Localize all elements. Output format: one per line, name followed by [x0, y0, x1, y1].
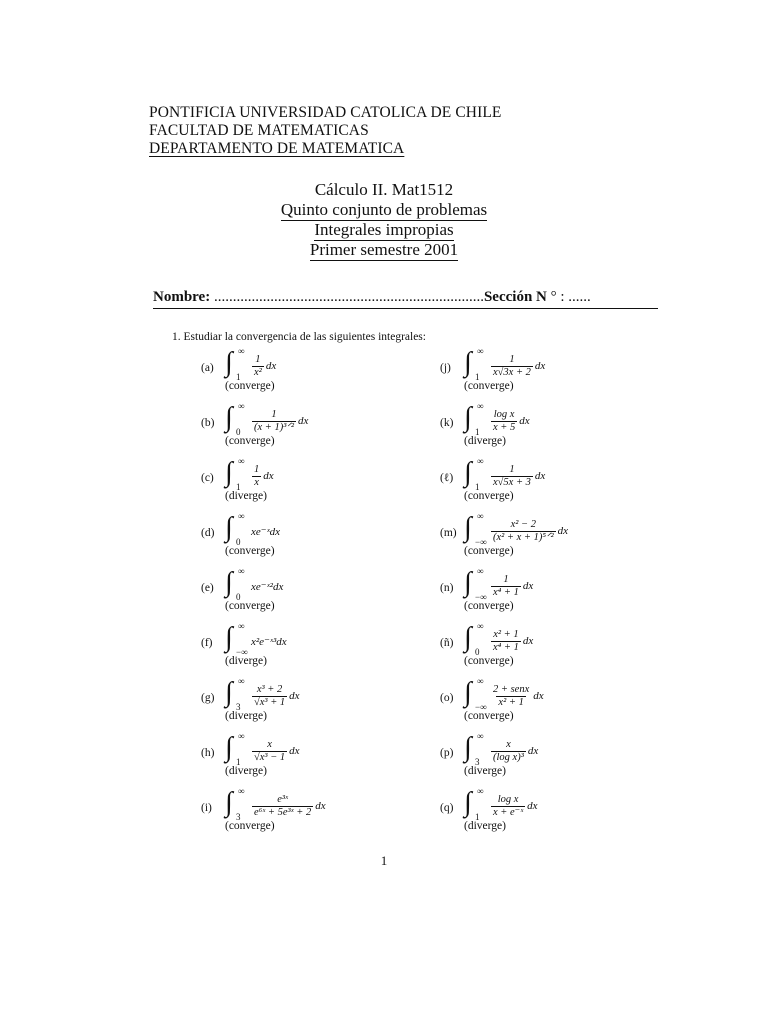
lower-limit: 1 — [475, 372, 480, 382]
integral-item — [440, 511, 670, 563]
item-label: (k) — [440, 417, 454, 429]
integral-item — [201, 511, 431, 563]
integral-item — [440, 621, 670, 673]
convergence-result: (converge) — [464, 380, 514, 392]
item-label: (q) — [440, 802, 454, 814]
denominator: e⁶ˣ + 5e³ˣ + 2 — [254, 806, 312, 818]
item-label: (c) — [201, 472, 214, 484]
convergence-result: (converge) — [225, 435, 275, 447]
integral-item — [201, 346, 431, 398]
upper-limit: ∞ — [477, 731, 484, 741]
differential: dx — [557, 525, 569, 537]
integrand — [251, 735, 300, 767]
integral-sign: ∫ — [464, 347, 472, 378]
fraction — [491, 464, 533, 489]
fraction — [491, 794, 525, 819]
upper-limit: ∞ — [238, 401, 245, 411]
item-label: (i) — [201, 802, 212, 814]
title-block — [0, 180, 768, 260]
differential: dx — [289, 690, 300, 702]
convergence-result: (diverge) — [464, 435, 506, 447]
integrand — [251, 460, 274, 492]
integral-sign: ∫ — [464, 732, 472, 763]
integral-sign: ∫ — [464, 677, 472, 708]
denominator: (x + 1)³ᐟ² — [254, 421, 294, 433]
lower-limit: −∞ — [475, 592, 487, 602]
differential: dx — [315, 800, 326, 812]
lower-limit: 3 — [236, 702, 241, 712]
differential: dx — [263, 470, 274, 482]
lower-limit: 0 — [236, 427, 241, 437]
integral-sign: ∫ — [464, 512, 472, 543]
convergence-result: (converge) — [464, 600, 514, 612]
denominator: x² — [254, 366, 262, 378]
integrand — [490, 405, 530, 437]
denominator: (log x)³ — [493, 751, 524, 763]
lower-limit: −∞ — [475, 702, 487, 712]
denominator: √x³ − 1 — [254, 751, 286, 763]
upper-limit: ∞ — [477, 676, 484, 686]
item-label: (o) — [440, 692, 454, 704]
convergence-result: (converge) — [225, 380, 275, 392]
upper-limit: ∞ — [477, 456, 484, 466]
integral-sign: ∫ — [464, 457, 472, 488]
numerator: 1 — [509, 353, 515, 365]
item-label: (e) — [201, 582, 214, 594]
item-label: (m) — [440, 527, 457, 539]
integral-sign: ∫ — [225, 677, 233, 708]
integrand — [490, 460, 545, 492]
integrand — [251, 405, 308, 437]
denominator: x√5x + 3 — [493, 476, 531, 488]
lower-limit: 1 — [236, 482, 241, 492]
upper-limit: ∞ — [238, 511, 245, 521]
integrand — [251, 680, 300, 712]
institution-header — [149, 104, 501, 158]
lower-limit: 1 — [236, 372, 241, 382]
lower-limit: −∞ — [475, 537, 487, 547]
item-label: (n) — [440, 582, 454, 594]
differential: dx — [533, 690, 544, 702]
denominator: x√3x + 2 — [493, 366, 531, 378]
convergence-result: (diverge) — [225, 765, 267, 777]
lower-limit: 1 — [475, 812, 480, 822]
fraction — [491, 409, 517, 434]
numerator: x — [506, 738, 511, 750]
integral-sign: ∫ — [464, 787, 472, 818]
integrand — [490, 790, 538, 822]
integrand — [251, 350, 276, 382]
lower-limit: 1 — [475, 482, 480, 492]
item-label: (f) — [201, 637, 213, 649]
integral-item — [201, 731, 431, 783]
item-label: (g) — [201, 692, 215, 704]
numerator: x — [267, 738, 272, 750]
denominator: x + 5 — [493, 421, 516, 433]
numerator: 1 — [255, 353, 261, 365]
lower-limit: 0 — [236, 537, 241, 547]
fraction — [491, 519, 556, 544]
lower-limit: 1 — [236, 757, 241, 767]
convergence-result: (converge) — [225, 820, 275, 832]
integral-item — [440, 456, 670, 508]
integrand — [251, 515, 280, 547]
lower-limit: 0 — [236, 592, 241, 602]
integral-sign: ∫ — [225, 622, 233, 653]
name-blank: ........................................................................ — [213, 289, 484, 305]
integral-sign: ∫ — [225, 457, 233, 488]
integrand — [490, 680, 544, 712]
numerator: log x — [493, 408, 515, 420]
convergence-result: (converge) — [225, 600, 275, 612]
integral-item — [201, 786, 431, 838]
integral-item — [201, 566, 431, 618]
upper-limit: ∞ — [477, 346, 484, 356]
faculty-name: FACULTAD DE MATEMATICAS — [149, 122, 369, 139]
denominator: √x³ + 1 — [254, 696, 286, 708]
integrand — [251, 625, 287, 657]
integral-sign: ∫ — [464, 402, 472, 433]
denominator: x — [254, 476, 259, 488]
upper-limit: ∞ — [238, 731, 245, 741]
lower-limit: 3 — [475, 757, 480, 767]
upper-limit: ∞ — [477, 786, 484, 796]
convergence-result: (diverge) — [225, 655, 267, 667]
integral-sign: ∫ — [225, 512, 233, 543]
problem-set-title: Quinto conjunto de problemas — [280, 200, 488, 219]
student-info-line — [153, 288, 658, 309]
integral-sign: ∫ — [225, 787, 233, 818]
convergence-result: (diverge) — [464, 765, 506, 777]
upper-limit: ∞ — [238, 786, 245, 796]
item-label: (p) — [440, 747, 454, 759]
item-label: (ℓ) — [440, 472, 454, 484]
integral-sign: ∫ — [464, 567, 472, 598]
convergence-result: (converge) — [225, 545, 275, 557]
fraction — [491, 354, 533, 379]
integral-sign: ∫ — [225, 732, 233, 763]
integrand — [490, 350, 545, 382]
upper-limit: ∞ — [477, 401, 484, 411]
differential: dx — [519, 415, 530, 427]
lower-limit: 1 — [475, 427, 480, 437]
upper-limit: ∞ — [238, 566, 245, 576]
upper-limit: ∞ — [238, 676, 245, 686]
integral-item — [201, 621, 431, 673]
integrand — [490, 570, 533, 602]
numerator: x² − 2 — [510, 518, 537, 530]
denominator: x⁴ + 1 — [493, 586, 519, 598]
item-label: (d) — [201, 527, 215, 539]
integral-item — [440, 346, 670, 398]
term-title: Primer semestre 2001 — [309, 240, 459, 259]
differential: dx — [522, 635, 534, 647]
denominator: (x² + x + 1)⁵ᐟ² — [493, 531, 554, 543]
numerator: 1 — [271, 408, 277, 420]
item-label: (b) — [201, 417, 215, 429]
item-label: (j) — [440, 362, 451, 374]
convergence-result: (converge) — [464, 710, 514, 722]
fraction — [491, 684, 531, 709]
denominator: x + e⁻ˣ — [493, 806, 524, 818]
differential: dx — [289, 745, 300, 757]
course-title: Cálculo II. Mat1512 — [314, 180, 454, 199]
integrand-inline: xe⁻ˣdx — [251, 525, 281, 538]
upper-limit: ∞ — [238, 621, 245, 631]
upper-limit: ∞ — [477, 511, 484, 521]
numerator: log x — [497, 793, 519, 805]
integrand — [490, 515, 568, 547]
page-number: 1 — [380, 853, 388, 868]
item-label: (h) — [201, 747, 215, 759]
differential: dx — [265, 360, 277, 372]
numerator: e³ˣ — [277, 793, 288, 805]
upper-limit: ∞ — [238, 346, 245, 356]
fraction — [491, 629, 521, 654]
integral-item — [201, 401, 431, 453]
integral-sign: ∫ — [225, 402, 233, 433]
integrand — [490, 625, 533, 657]
fraction — [491, 574, 521, 599]
integral-item — [440, 786, 670, 838]
fraction — [252, 684, 287, 709]
integral-item — [201, 456, 431, 508]
convergence-result: (converge) — [464, 545, 514, 557]
numerator: 2 + senx — [493, 683, 530, 695]
integrand-inline: xe⁻ˣ²dx — [251, 580, 284, 593]
upper-limit: ∞ — [477, 621, 484, 631]
numerator: 1 — [509, 463, 515, 475]
convergence-result: (diverge) — [225, 710, 267, 722]
numerator: x³ + 2 — [256, 683, 283, 695]
numerator: 1 — [503, 573, 509, 585]
item-label: (a) — [201, 362, 214, 374]
integral-item — [440, 566, 670, 618]
problem-statement: 1. Estudiar la convergencia de las siguientes integrales: — [172, 331, 426, 343]
lower-limit: 0 — [475, 647, 480, 657]
convergence-result: (diverge) — [225, 490, 267, 502]
integrand — [490, 735, 538, 767]
numerator: x² + 1 — [493, 628, 519, 640]
denominator: x⁴ + 1 — [493, 641, 519, 653]
integral-sign: ∫ — [225, 347, 233, 378]
lower-limit: −∞ — [236, 647, 248, 657]
fraction — [252, 409, 296, 434]
differential: dx — [534, 470, 546, 482]
differential: dx — [297, 415, 309, 427]
integral-item — [440, 676, 670, 728]
convergence-result: (diverge) — [464, 820, 506, 832]
name-label: Nombre: — [153, 289, 211, 305]
integrand — [251, 790, 326, 822]
integral-item — [440, 401, 670, 453]
item-label: (ñ) — [440, 637, 454, 649]
section-label: Sección N — [483, 289, 547, 305]
integral-item — [201, 676, 431, 728]
integral-sign: ∫ — [464, 622, 472, 653]
university-name: PONTIFICIA UNIVERSIDAD CATOLICA DE CHILE — [149, 104, 502, 121]
integrand-inline: x²e⁻ˣ³dx — [251, 635, 287, 648]
fraction — [252, 464, 261, 489]
differential: dx — [522, 580, 534, 592]
differential: dx — [527, 800, 538, 812]
differential: dx — [534, 360, 546, 372]
fraction — [491, 739, 526, 764]
department-name: DEPARTAMENTO DE MATEMATICA — [149, 140, 405, 157]
topic-title: Integrales impropias — [314, 220, 454, 239]
numerator: 1 — [254, 463, 260, 475]
upper-limit: ∞ — [477, 566, 484, 576]
integrand — [251, 570, 283, 602]
convergence-result: (converge) — [464, 490, 514, 502]
section-blank: ° : ...... — [546, 289, 591, 305]
denominator: x² + 1 — [498, 696, 524, 708]
fraction — [252, 794, 313, 819]
differential: dx — [527, 745, 539, 757]
upper-limit: ∞ — [238, 456, 245, 466]
integral-item — [440, 731, 670, 783]
convergence-result: (converge) — [464, 655, 514, 667]
fraction — [252, 739, 287, 764]
lower-limit: 3 — [236, 812, 241, 822]
fraction — [252, 354, 264, 379]
integral-sign: ∫ — [225, 567, 233, 598]
